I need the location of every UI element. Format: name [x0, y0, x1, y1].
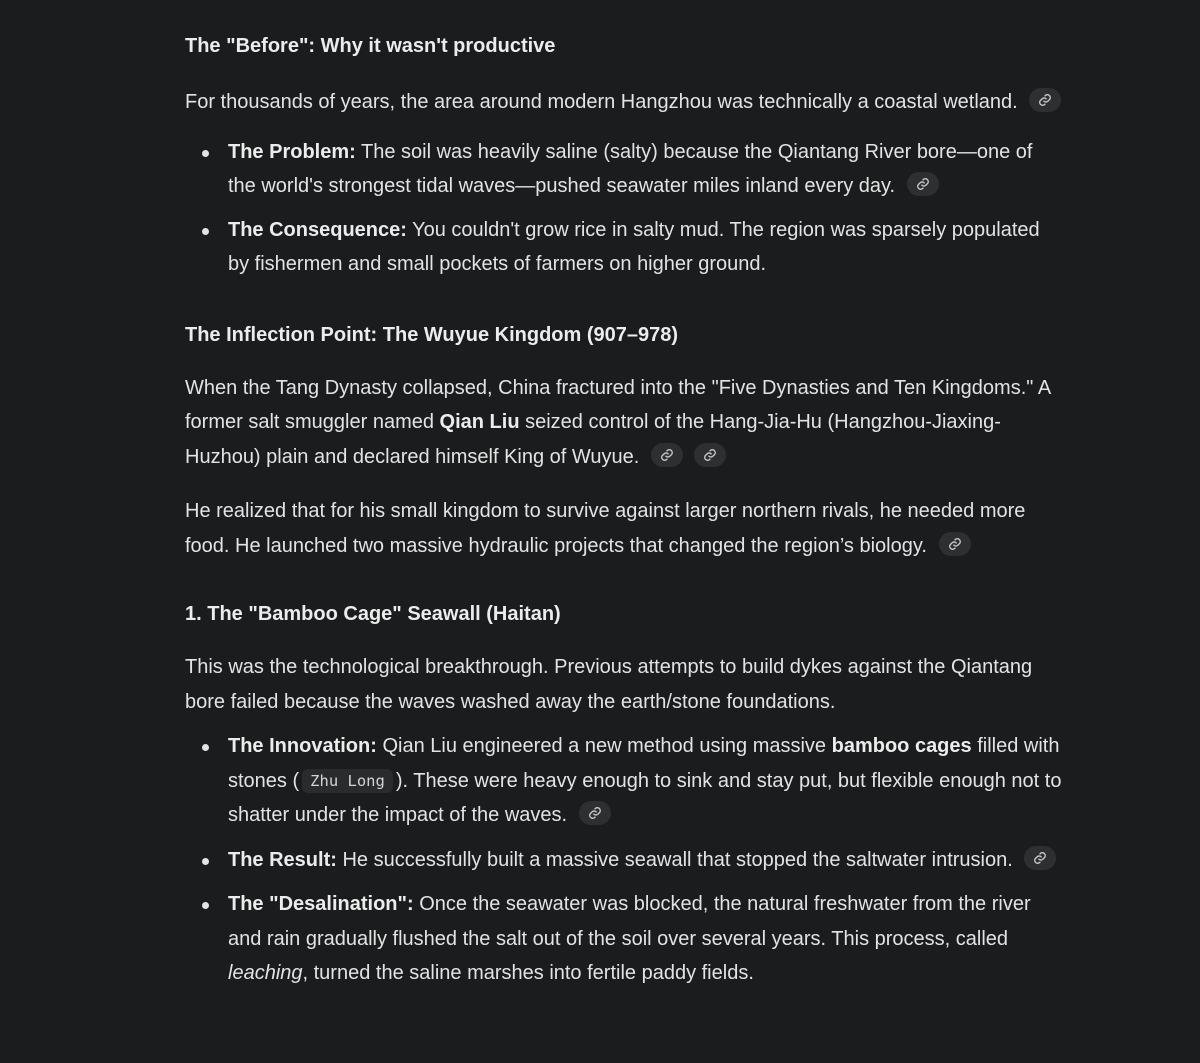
paragraph-text: He realized that for his small kingdom to survive against larger northern rivals, he needed more food. He launched two massive hydraulic projects that changed the region’s biology. — [185, 500, 1026, 557]
source-link-chip[interactable] — [1024, 846, 1056, 870]
section-heading-seawall: 1. The "Bamboo Cage" Seawall (Haitan) — [185, 603, 561, 625]
italic-term: leaching — [228, 962, 303, 984]
list-item-desalination — [228, 887, 1065, 991]
link-icon — [1038, 93, 1052, 107]
paragraph-text: When the Tang Dynasty collapsed, China fractured into the "Five Dynasties and Ten Kingdoms." A former salt smuggler named — [185, 376, 1051, 433]
paragraph-text: This was the technological breakthrough. Previous attempts to build dykes against the Qiantang bore failed because the waves washed away the earth/stone foundations. — [185, 656, 1033, 713]
bullet-text: ). These were heavy enough to sink and stay put, but flexible enough not to shatter under the impact of the waves. — [228, 769, 1062, 826]
section-heading-inflection: The Inflection Point: The Wuyue Kingdom (907–978) — [185, 323, 679, 346]
bullet-label: The Result: — [228, 848, 337, 871]
bullet-label: The Problem: — [228, 140, 356, 163]
bullet-text: You couldn't grow rice in salty mud. The region was sparsely populated by fishermen and small pockets of farmers on higher ground. — [228, 218, 1040, 275]
inline-code: Zhu Long — [302, 769, 393, 793]
response-content — [185, 0, 1065, 991]
link-icon — [660, 448, 674, 462]
paragraph-before-intro — [185, 85, 1065, 120]
link-icon — [703, 448, 717, 462]
bullet-text: Once the seawater was blocked, the natural freshwater from the river and rain gradually flushed the salt out of the soil over several years. This process, called — [228, 893, 1031, 950]
link-icon — [1033, 851, 1047, 865]
source-link-chip[interactable] — [651, 443, 683, 467]
bullet-text: He successfully built a massive seawall that stopped the saltwater intrusion. — [336, 848, 1013, 871]
bullet-label: The Consequence: — [228, 218, 407, 241]
paragraph-inflection-1 — [185, 371, 1065, 475]
link-icon — [916, 177, 930, 191]
source-link-chip[interactable] — [939, 532, 971, 556]
paragraph-inflection-2 — [185, 494, 1065, 563]
bullet-text: Qian Liu engineered a new method using massive — [376, 735, 832, 757]
bullet-text: filled with stones ( — [228, 735, 1060, 792]
bullet-list-before — [185, 135, 1065, 282]
source-link-chip[interactable] — [907, 172, 939, 196]
list-item-problem — [228, 135, 1065, 204]
source-link-chip[interactable] — [1029, 88, 1061, 112]
bullet-label: The Innovation: — [228, 735, 377, 757]
person-name: Qian Liu — [439, 411, 520, 433]
bullet-label: The "Desalination": — [228, 893, 414, 915]
paragraph-text: For thousands of years, the area around modern Hangzhou was technically a coastal wetland. — [185, 91, 1018, 113]
list-item-result — [228, 843, 1065, 878]
source-link-chip[interactable] — [694, 443, 726, 467]
list-item-innovation — [228, 729, 1065, 833]
link-icon — [948, 537, 962, 551]
source-link-chip[interactable] — [579, 801, 611, 825]
bullet-text: The soil was heavily saline (salty) because the Qiantang River bore—one of the world's strongest tidal waves—pushed seawater miles inland every day. — [228, 140, 1033, 197]
list-item-consequence — [228, 213, 1065, 282]
link-icon — [588, 806, 602, 820]
section-heading-before: The "Before": Why it wasn't productive — [185, 35, 556, 57]
paragraph-seawall-intro — [185, 650, 1065, 719]
paragraph-text: seized control of the Hang-Jia-Hu (Hangzhou-Jiaxing-Huzhou) plain and declared himself King of Wuyue. — [185, 411, 1001, 468]
bold-term: bamboo cages — [831, 735, 972, 757]
bullet-list-seawall — [185, 729, 1065, 991]
bullet-text: , turned the saline marshes into fertile paddy fields. — [302, 962, 754, 984]
